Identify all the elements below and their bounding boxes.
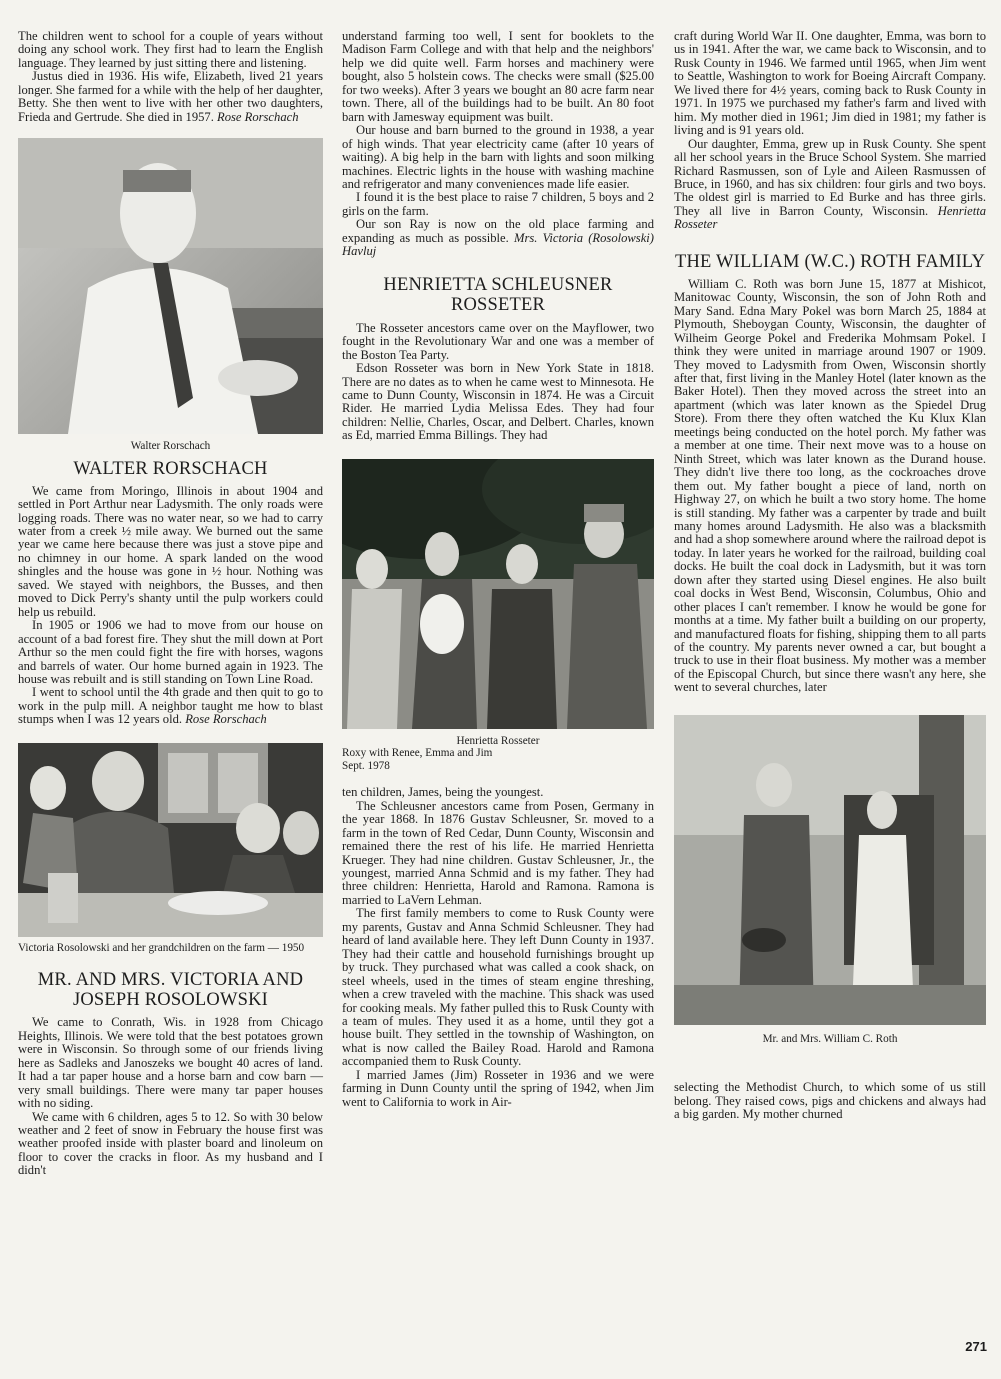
paragraph: Our son Ray is now on the old place farming and expanding as much as possible. Mrs. Victoria (Rosolowski) Havluj [342,217,654,259]
author-signature: Mrs. Victoria (Rosolowski) Havluj [342,230,654,259]
paragraph: We came to Conrath, Wis. in 1928 from Chicago Heights, Illinois. We were told that the best potatoes grown were in Wisconsin. So through some of our friends living here as Sadleks and Janoszeks we bought 40 acres of land. It had a tar paper house and a horse barn and cow barn — very small buildings. There were many tar paper houses with no siding. [18,1015,323,1111]
author-signature: Rose Rorschach [217,109,299,124]
paragraph: understand farming too well, I sent for booklets to the Madison Farm College and with that help and the neighbors' help we did quite well. Farm horses and machinery were bought, also 5 holstein cows. The checks were small ($25.00 for two weeks). After 3 years we bought an 80 acre farm near town. There, all of the buildings had to be built. An 80 foot barn with Jamesway equipment was built. [342,29,654,124]
photo-victoria-rosolowski-grandchildren [18,743,323,937]
photo-caption: Walter Rorschach [130,440,211,453]
photo-caption: Sept. 1978 [342,759,390,772]
paragraph: I found it is the best place to raise 7 children, 5 boys and 2 girls on the farm. [342,190,654,218]
photo-caption: Roxy with Renee, Emma and Jim [342,747,493,760]
column-3 [674,30,986,1122]
paragraph: We came with 6 children, ages 5 to 12. So with 30 below weather and 2 feet of snow in February the house first was weather proofed inside with plaster board and linoleum on floor to cover the cracks in floor. As my husband and I didn't [18,1109,323,1178]
paragraph: Our daughter, Emma, grew up in Rusk County. She spent all her school years in the Bruce School System. She married Richard Rasmussen, son of Lyle and Aileen Rasmussen of Bruce, in 1960, and has six children: four girls and two boys. The oldest girl is married to Ed Burke and has three girls. They all live in Barron County, Wisconsin. Henrietta Rosseter [674,136,986,232]
paragraph: We came from Moringo, Illinois in about 1904 and settled in Port Arthur near Ladysmith. The only roads were logging roads. There was no water near, so we had to carry water from a creek ½ mile away. We burned out the same year we came here because there was just a stove pipe and no chimney in our home. A spark landed on the wood shingles and the house was gone in ½ hour. Nothing was saved. We stayed with neighbors, the Busses, and then moved to Dick Perry's shanty until the pulp workers could help us rebuild. [18,483,323,619]
paragraph: I married James (Jim) Rosseter in 1936 and we were farming in Dunn County until the spring of 1942, when Jim went to California to work in Air- [342,1067,654,1109]
author-signature: Henrietta Rosseter [674,203,986,232]
paragraph: The first family members to come to Rusk County were my parents, Gustav and Anna Schmid Schleusner. They had heard of land available here. They left Dunn County in 1937. They had their cattle and household furnishings brought up by truck. They purchased what was called a cook shack, on steel wheels, used in the times of steam engine threshing, when a crew traveled with the machine. This shack was used for cooking meals. My father pulled this to Rusk County with a team of mules. They used it as a home, until they got a house built. They settled in the township of Washington, on what is now called the Bailey Road. Harold and Ramona accompanied them to Rusk County. [342,906,654,1069]
photo-caption: Mr. and Mrs. William C. Roth [762,1032,898,1045]
photo-rosseter-family [342,459,654,729]
column-1 [18,30,323,1178]
section-heading: THE WILLIAM (W.C.) ROTH FAMILY [674,251,986,272]
paragraph: Edson Rosseter was born in New York State in 1818. There are no dates as to when he came west to Minnesota. He came to Dunn County, Wisconsin in 1874. He was a Circuit Rider. He married Lydia Melissa Edes. They had four children: Nellie, Charles, Oscar, and Delbert. Charles, known as Ed, married Emma Billings. They had [342,361,654,443]
paragraph: selecting the Methodist Church, to which some of us still belong. They raised cows, pigs and chickens and always had a big garden. My mother churned [674,1080,986,1122]
section-heading: WALTER RORSCHACH [73,458,268,479]
paragraph: The children went to school for a couple of years without doing any school work. They first had to learn the English language. They learned by just sitting there and listening. [18,29,323,70]
paragraph: The Schleusner ancestors came from Posen, Germany in the year 1868. In 1876 Gustav Schleusner, Sr. moved to a farm in the town of Red Cedar, Dunn County, Wisconsin and remained there the rest of his life. He married Henrietta Krueger. They had nine children. Gustav Schleusner, Jr., the youngest, married Anna Schmid and is my father. They had three children: Henrietta, Harold and Ramona. Ramona is married to LaVern Lehman. [342,798,654,907]
paragraph: In 1905 or 1906 we had to move from our house on account of a bad forest fire. They shut the mill down at Port Arthur so the men could fight the fire with horses, wagons and barrels of water. Our home burned again in 1923. The house was rebuilt and is still standing on Town Line Road. [18,618,323,687]
section-heading: HENRIETTA SCHLEUSNER ROSSETER [383,274,613,315]
photo-walter-rorschach [18,138,323,434]
paragraph: Our house and barn burned to the ground in 1938, a year of high winds. That year electricity came (after 10 years of waiting). A big help in the barn with lights and soon milking machines. Electric lights in the house with washing machine and refrigerator and many conveniences made life easier. [342,123,654,191]
photo-caption: Victoria Rosolowski and her grandchildren on the farm — 1950 [18,941,305,954]
paragraph: I went to school until the 4th grade and then quit to go to work in the pulp mill. A neighbor taught me how to blast stumps when I was 12 years old. Rose Rorschach [18,685,323,727]
paragraph: Justus died in 1936. His wife, Elizabeth, lived 21 years longer. She farmed for a while with the help of her daughter, Betty. She then went to live with her other two daughters, Frieda and Gertrude. She died in 1957. Rose Rorschach [18,69,323,124]
paragraph: craft during World War II. One daughter, Emma, was born to us in 1941. After the war, we came back to Wisconsin, and to Rusk County in 1946. We farmed until 1965, when Jim went to Seattle, Washington to work for Boeing Aircraft Company. We lived there for 4½ years, coming back to Rusk County in 1971. In 1975 we purchased my father's farm and lived with him. My mother died in 1961; Jim died in 1981; my father is living and is 91 years old. [674,29,986,138]
column-2 [342,30,654,1109]
author-signature: Rose Rorschach [185,712,267,727]
photo-caption: Henrietta Rosseter [456,734,540,747]
paragraph: ten children, James, being the youngest. [342,785,544,800]
section-heading: MR. AND MRS. VICTORIA AND JOSEPH ROSOLOWSKI [37,970,304,1011]
paragraph: The Rosseter ancestors came over on the Mayflower, two fought in the Revolutionary War and one was a member of the Boston Tea Party. [342,320,654,362]
paragraph: William C. Roth was born June 15, 1877 at Mishicot, Manitowac County, Wisconsin, the son of John Roth and Mary Sand. Edna Mary Pokel was born March 25, 1884 at Plymouth, Sheboygan County, Wisconsin, the daughter of Wilheim George Pokel and Frederika Mohmsam Pokel. I think they were united in marriage around 1907 or 1909. They moved to Ladysmith from Owen, Wisconsin shortly after that, first living in the Manley Hotel (later known as the Baker Hotel). Then they moved across the street into an apartment (which was later known as the Spiedel Drug Store). From there they often watched the Ku Klux Klan meetings being conducted on the hotel porch. My father was a member at one time. Their next move was to a house on Ninth Street, which was later known as the Durand house. They didn't live there too long, as the cockroaches drove them out. My father bought a piece of land, north on Highway 27, on which he built a two story home. The home is still standing. My father was a carpenter by trade and built many homes around Ladysmith. He also was a blacksmith and had a shop somewhere around where the railroad depot is today. In later years he worked for the railroad, building coal docks. He built the coal dock in Ladysmith, but it was torn down after they started using Diesel engines. He also built coal docks in West Bend, Wisconsin, Columbus, Ohio and other places I can't remember. I know he would be gone for months at a time. My father built a building on our property, and manufactured floats for fishing, shipping them to all parts of the country. My parents never owned a car, but bought a truck to use in their float business. My mother was a member of the Episcopal Church, but since there wasn't any here, she went to several churches, later [674,276,986,695]
page-number: 271 [965,1339,987,1354]
photo-william-roth-couple [674,715,986,1025]
